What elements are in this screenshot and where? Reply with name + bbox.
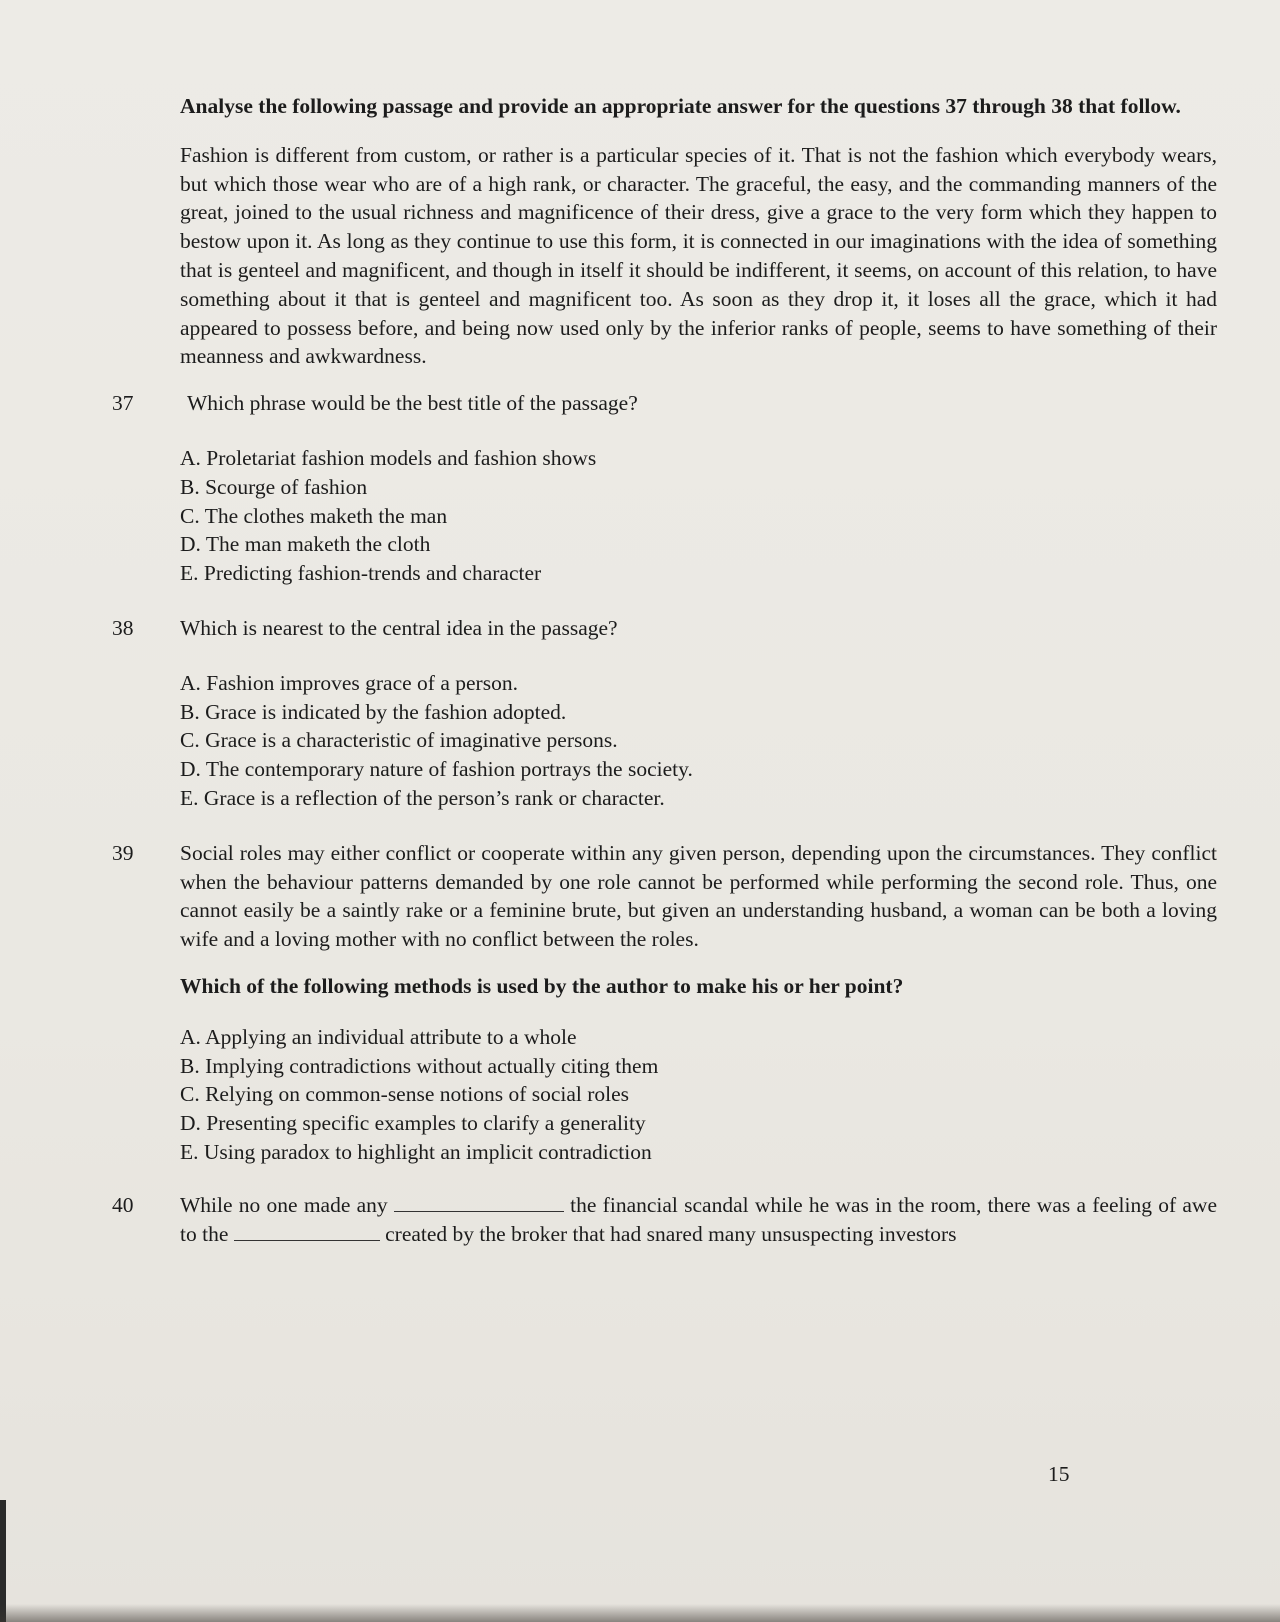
option-b[interactable]: B. Scourge of fashion (180, 474, 368, 499)
option-b[interactable]: B. Grace is indicated by the fashion adopted. (180, 699, 567, 724)
question-39 (112, 839, 1217, 954)
option-e[interactable]: E. Using paradox to highlight an implicit contradiction (180, 1139, 652, 1164)
question-text (180, 1191, 1217, 1249)
page-number: 15 (1048, 1462, 1070, 1486)
question-37 (112, 389, 1217, 418)
question-text: Which is nearest to the central idea in the passage? (180, 615, 618, 640)
option-c[interactable]: C. Grace is a characteristic of imaginative persons. (180, 728, 618, 753)
question-38-options (180, 669, 1217, 813)
question-39-prompt: Which of the following methods is used by the author to make his or her point? (180, 973, 904, 998)
question-number: 39 (112, 840, 134, 865)
option-b[interactable]: B. Implying contradictions without actually citing them (180, 1053, 659, 1078)
option-c[interactable]: C. Relying on common-sense notions of social roles (180, 1082, 630, 1107)
option-d[interactable]: D. Presenting specific examples to clarify a generality (180, 1111, 646, 1136)
answer-blank-1[interactable] (394, 1193, 564, 1212)
question-40 (112, 1191, 1217, 1249)
question-text: Which phrase would be the best title of the passage? (187, 391, 638, 416)
option-a[interactable]: A. Proletariat fashion models and fashion shows (180, 445, 597, 470)
instruction-heading: Analyse the following passage and provide an appropriate answer for the questions 37 through 38 that follow. (180, 94, 1181, 118)
question-text-part2: the financial scandal while he was in the room, there was a feeling of awe to the (180, 1192, 1217, 1246)
question-text-part3: created by the broker that had snared many unsuspecting investors (385, 1221, 957, 1246)
option-d[interactable]: D. The man maketh the cloth (180, 532, 431, 557)
question-number: 40 (112, 1192, 134, 1217)
question-38 (112, 614, 1217, 643)
option-c[interactable]: C. The clothes maketh the man (180, 503, 448, 528)
page-content (112, 92, 1217, 1248)
answer-blank-2[interactable] (234, 1222, 380, 1241)
question-37-options (180, 444, 1217, 588)
option-e[interactable]: E. Grace is a reflection of the person’s rank or character. (180, 785, 665, 810)
option-d[interactable]: D. The contemporary nature of fashion portrays the society. (180, 757, 693, 782)
reading-passage: Fashion is different from custom, or rather is a particular species of it. That is not the fashion which everybody wears, but which those wear who are of a high rank, or character. The graceful, the easy, and the commanding manners of the great, joined to the usual richness and magnificence of their dress, give a grace to the very form which they happen to bestow upon it. As long as they continue to use this form, it is connected in our imaginations with the idea of something that is genteel and magnificent, and though in itself it should be indifferent, it seems, on account of this relation, to have something about it that is genteel and magnificent too. As soon as they drop it, it loses all the grace, which it had appeared to possess before, and being now used only by the inferior ranks of people, seems to have something of their meanness and awkwardness. (180, 142, 1217, 369)
option-a[interactable]: A. Fashion improves grace of a person. (180, 670, 518, 695)
question-text-part1: While no one made any (180, 1192, 388, 1217)
scan-shadow (0, 1604, 1280, 1622)
question-number: 38 (112, 615, 134, 640)
question-number: 37 (112, 391, 134, 416)
option-e[interactable]: E. Predicting fashion-trends and character (180, 561, 542, 586)
option-a[interactable]: A. Applying an individual attribute to a whole (180, 1024, 577, 1049)
question-39-options (180, 1023, 1217, 1167)
question-text: Social roles may either conflict or cooperate within any given person, depending upon the circumstances. They conflict when the behaviour patterns demanded by one role cannot be performed while performing the second role. Thus, one cannot easily be a saintly rake or a feminine brute, but given an understanding husband, a woman can be both a loving wife and a loving mother with no conflict between the roles. (180, 840, 1217, 952)
